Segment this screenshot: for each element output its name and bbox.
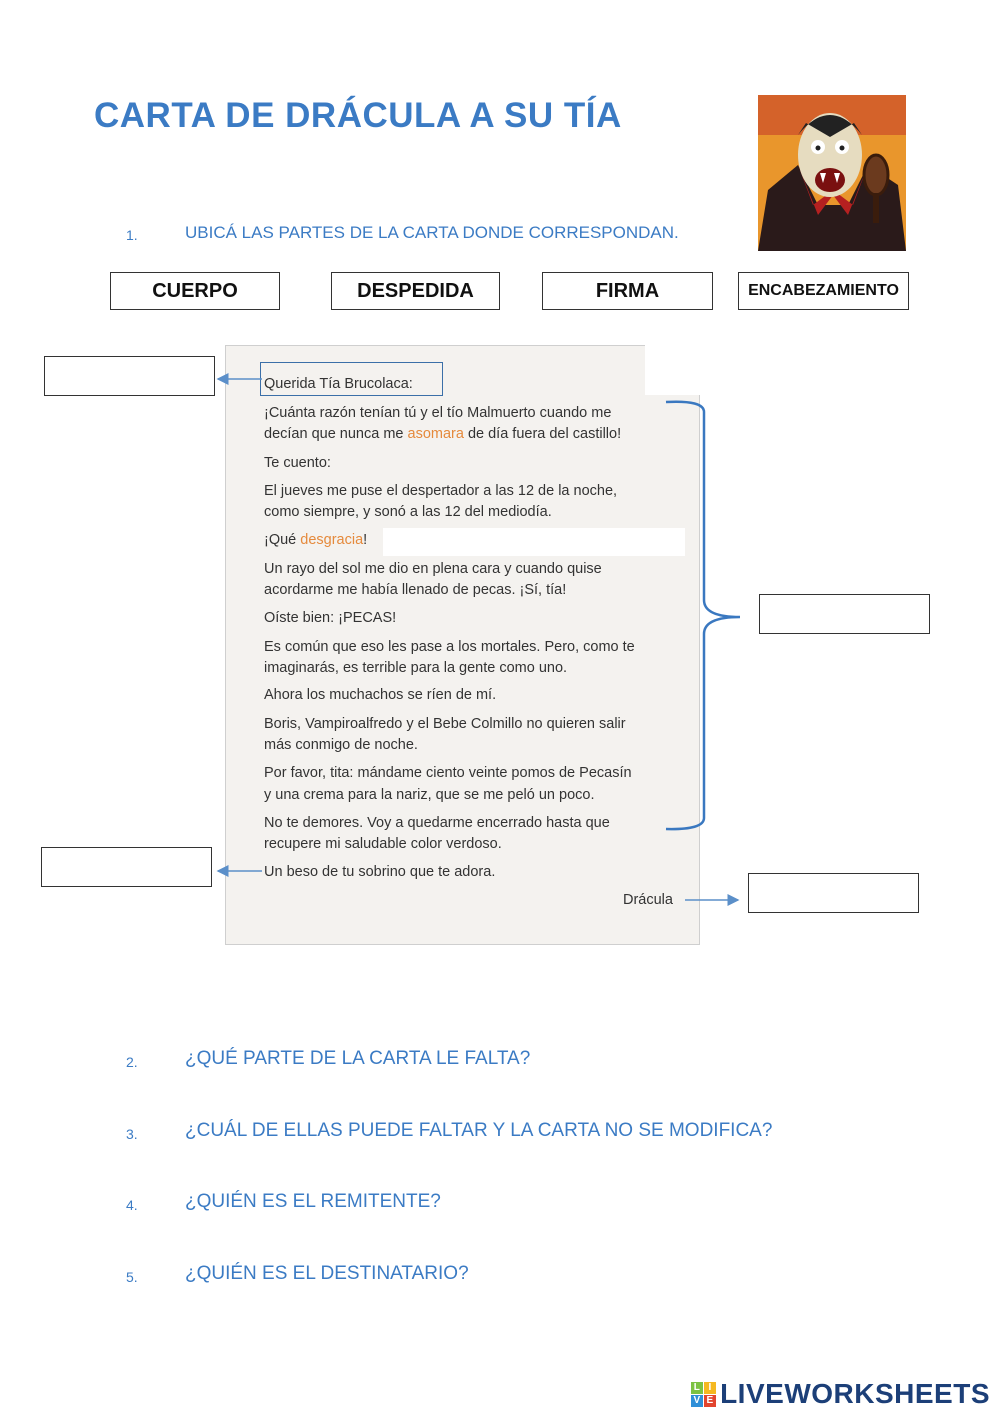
- letter-line: Boris, Vampiroalfredo y el Bebe Colmillo no quieren salir: [264, 716, 626, 732]
- page-title: CARTA DE DRÁCULA A SU TÍA: [94, 96, 622, 135]
- letter-line: No te demores. Voy a quedarme encerrado hasta que: [264, 815, 610, 831]
- answer-box-despedida[interactable]: [41, 847, 212, 887]
- logo-icon: [691, 1382, 716, 1407]
- question-number: 5.: [126, 1269, 138, 1285]
- text: de día fuera del castillo!: [463, 426, 622, 442]
- highlighted-word: asomara: [407, 426, 464, 442]
- letter-line: Te cuento:: [264, 455, 331, 471]
- answer-box-firma[interactable]: [748, 873, 919, 913]
- highlighted-word: desgracia: [300, 532, 364, 548]
- letter-signature: Drácula: [623, 892, 673, 908]
- letter-farewell: Un beso de tu sobrino que te adora.: [264, 864, 496, 880]
- question-text: ¿QUÉ PARTE DE LA CARTA LE FALTA?: [185, 1048, 531, 1069]
- logo-letter: E: [704, 1395, 716, 1407]
- text: ¡Qué: [264, 532, 301, 548]
- question-text: ¿CUÁL DE ELLAS PUEDE FALTAR Y LA CARTA NO SE MODIFICA?: [185, 1120, 773, 1141]
- question-text: UBICÁ LAS PARTES DE LA CARTA DONDE CORRESPONDAN.: [185, 223, 679, 242]
- text: !: [363, 532, 368, 548]
- answer-box-encabezamiento[interactable]: [44, 356, 215, 396]
- question-number: 3.: [126, 1126, 138, 1142]
- letter-line: Es común que eso les pase a los mortales. Pero, como te: [264, 639, 635, 655]
- letter-line: recupere mi saludable color verdoso.: [264, 836, 502, 852]
- letter-line: El jueves me puse el despertador a las 12 de la noche,: [264, 483, 618, 499]
- letter-line: acordarme me había llenado de pecas. ¡Sí, tía!: [264, 582, 567, 598]
- letter-greeting: Querida Tía Brucolaca:: [264, 376, 413, 392]
- text: decían que nunca me: [264, 426, 408, 442]
- label-firma[interactable]: FIRMA: [542, 272, 713, 310]
- letter-line: más conmigo de noche.: [264, 737, 418, 753]
- letter-line: Por favor, tita: mándame ciento veinte pomos de Pecasín: [264, 765, 632, 781]
- question-number: 2.: [126, 1054, 138, 1070]
- letter-line: como siempre, y sonó a las 12 del mediodía.: [264, 504, 552, 520]
- letter-line: imaginarás, es terrible para la gente como uno.: [264, 660, 568, 676]
- label-despedida[interactable]: DESPEDIDA: [331, 272, 500, 310]
- letter-line: Un rayo del sol me dio en plena cara y cuando quise: [264, 561, 602, 577]
- letter-line: y una crema para la nariz, que se me peló un poco.: [264, 787, 595, 803]
- logo-letter: V: [691, 1395, 703, 1407]
- question-text: ¿QUIÉN ES EL REMITENTE?: [185, 1191, 441, 1212]
- question-number: 1.: [126, 227, 138, 243]
- question-number: 4.: [126, 1197, 138, 1213]
- letter-line: Ahora los muchachos se ríen de mí.: [264, 687, 497, 703]
- letter-line: ¡Cuánta razón tenían tú y el tío Malmuerto cuando me: [264, 405, 612, 421]
- logo-letter: I: [704, 1382, 716, 1394]
- question-text: ¿QUIÉN ES EL DESTINATARIO?: [185, 1263, 469, 1284]
- label-cuerpo[interactable]: CUERPO: [110, 272, 280, 310]
- brand-name: LIVEWORKSHEETS: [720, 1378, 990, 1409]
- answer-box-cuerpo[interactable]: [759, 594, 930, 634]
- label-encabezamiento[interactable]: ENCABEZAMIENTO: [738, 272, 909, 310]
- logo-letter: L: [691, 1382, 703, 1394]
- liveworksheets-logo: [691, 1378, 990, 1410]
- letter-line: Oíste bien: ¡PECAS!: [264, 610, 397, 626]
